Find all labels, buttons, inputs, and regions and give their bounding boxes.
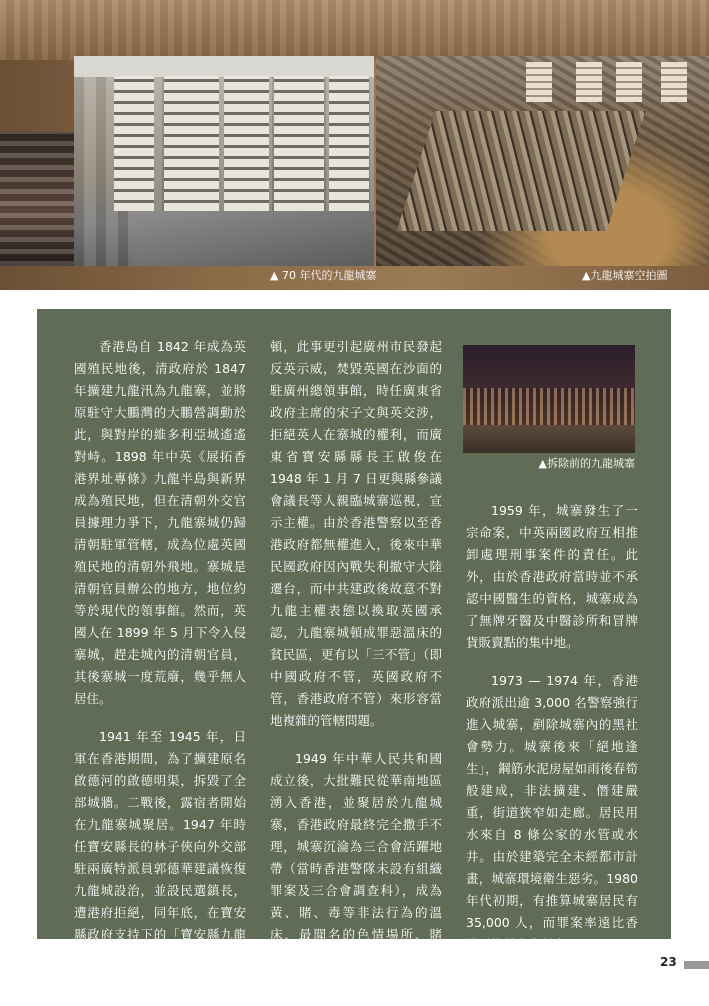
page-number: 23 bbox=[660, 955, 677, 969]
banner-texture bbox=[0, 0, 709, 60]
paragraph: 香港島自 1842 年成為英國殖民地後，清政府於 1847 年擴建九龍汛為九龍寨，並將原駐守大鵬灣的大鵬營調動於此，與對岸的維多利亞城遙遙對峙。1898 年中英《展拓香港界址專條》九龍半島與新界成為殖民地，但在清朝外交官員據理力爭下，九龍寨城仍歸清朝駐軍管轄，成為位處英國殖民地的清朝外飛地。寨城是清朝官員辦公的地方，地位約等於現代的領事館。然而，英國人在 1899 年 5 月下令入侵寨城，趕走城內的清朝官員，其後寨城一度荒廢，幾乎無人居住。 bbox=[74, 339, 246, 706]
building-shape bbox=[164, 76, 219, 211]
paragraph: 頓，此事更引起廣州市民發起反英示威，焚毀英國在沙面的駐廣州總領事館，時任廣東省政府主席的宋子文與英交涉，拒絕英人在寨城的權利，而廣東省寶安縣縣長王啟俊在 1948 年 1 月 7 日更與縣參議會議長等人親臨城寨巡視，宣示主權。由於香港警察以至香港政府都無權進入，後來中華民國政府因內戰失利撤守大陸遷台，而中共建政後故意不對九龍主權表態以換取英國承認，九龍寨城頓成罪惡溫床的貧民區，更有以「三不管」（即中國政府不管，英國政府不管，香港政府不管）來形容當地複雜的管轄問題。 bbox=[270, 339, 442, 728]
paragraph: 1959 年，城寨發生了一宗命案，中英兩國政府互相推卸處理刑事案件的責任。此外，由於香港政府當時並不承認中國醫生的資格，城寨成為了無牌牙醫及中醫診所和冒牌貨販賣點的集中地。 bbox=[466, 503, 638, 650]
tower-shape bbox=[661, 62, 687, 102]
paragraph: 1949 年中華人民共和國成立後，大批難民從華南地區湧入香港，並聚居於九龍城寨，香港政府最終完全撒手不理，城寨沉淪為三合會活躍地帶（當時香港警隊未設有組織罪案及三合會調查科），成為黃、賭、毒等非法行為的溫床，最聞名的色情場所、賭檔、鴉片煙館、海洛英館、狗肉食堂等四處林立。 bbox=[270, 751, 442, 986]
tower-shape bbox=[616, 62, 642, 102]
article-column-1 bbox=[74, 336, 246, 1006]
paragraph: 1973 — 1974 年，香港政府派出逾 3,000 名警察強行進入城寨，剷除城寨內的黑社會勢力。城寨後來「絕地逢生」，鋼筋水泥房屋如雨後春筍般建成，非法擴建、僭建嚴重，街道狹窄如走廊。居民用水來自 8 條公家的水管或水井。由於建築完全未經都市計畫，城寨環境衛生惡劣。1980 年代初期，有推算城寨居民有 35,000 人，而罪案率遠比香港平均數字高得多。 bbox=[466, 673, 638, 952]
street-road bbox=[134, 211, 374, 266]
aerial-photo-caption: ▲九龍城寨空拍圖 bbox=[582, 269, 668, 282]
street-photo-caption: ▲ 70 年代的九龍城寨 bbox=[270, 269, 377, 282]
inset-photo bbox=[463, 345, 635, 453]
building-shape bbox=[114, 76, 154, 211]
tower-shape bbox=[576, 62, 602, 102]
building-shape bbox=[329, 76, 369, 211]
page-number-bar bbox=[684, 961, 709, 969]
street-photo bbox=[74, 56, 374, 266]
article-column-3 bbox=[466, 500, 638, 972]
aerial-photo bbox=[376, 56, 709, 266]
tower-shape bbox=[526, 62, 552, 102]
left-edge-photo bbox=[0, 132, 74, 266]
building-shape bbox=[274, 76, 324, 211]
inset-ground bbox=[463, 425, 635, 453]
header-banner bbox=[0, 0, 709, 290]
article-column-2 bbox=[270, 336, 442, 1006]
paragraph: 1941 年至 1945 年，日軍在香港期間，為了擴建原名啟德河的啟德明渠，拆毀了全部城牆。二戰後，露宿者開始在九龍寨城聚居。1947 年時任寶安縣長的林子俠向外交部駐兩廣特派員郭德華建議恢復九龍城設治，並設民選鎮長，遭港府拒絕，同年底，在寶安縣政府支持下的「寶安縣九龍城居民福利會」成功抵抗香港政府入城整 bbox=[74, 729, 246, 986]
building-shape bbox=[224, 76, 269, 211]
walled-city-block bbox=[397, 111, 646, 231]
inset-photo-caption: ▲拆除前的九龍城寨 bbox=[538, 457, 635, 470]
